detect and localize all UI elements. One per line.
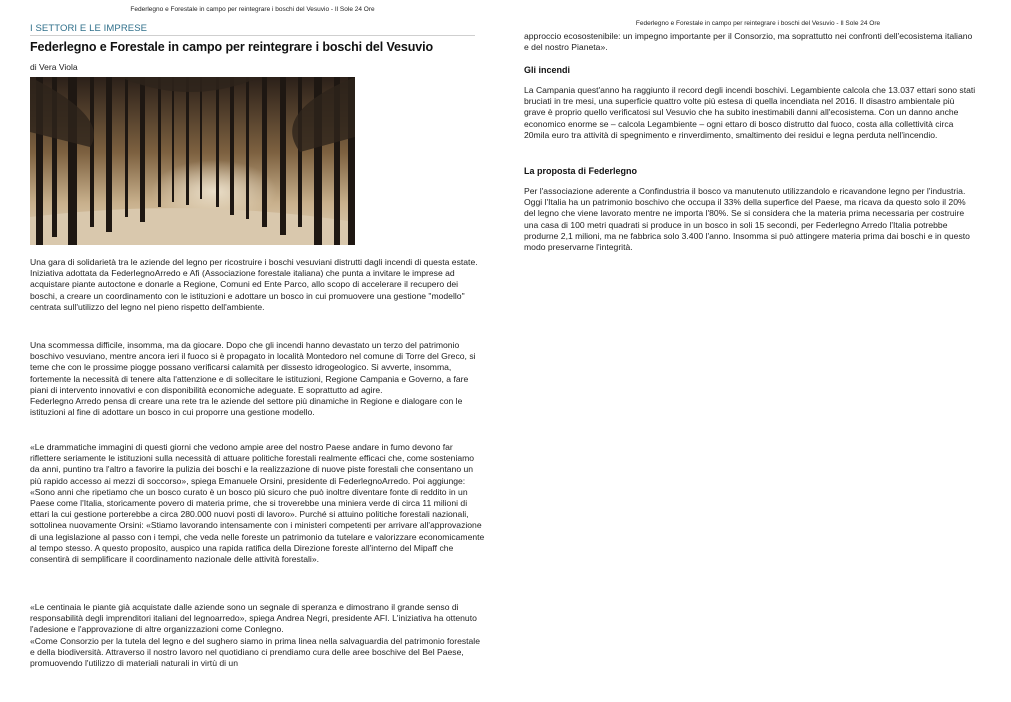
paragraph-3: «Le drammatiche immagini di questi giorni che vedono ampie aree del nostro Paese andare in fumo devono far riflettere seriamente le istituzioni sulla necessità di attuare politiche forestali realmente efficaci che, come sosteniamo da anni, puntino tra l'altro a favorire la pulizia dei boschi e la realizzazione di nuove piste forestali che consentano un più rapido accesso ai mezzi di soccorso», spiega Emanuele Orsini, presidente di FederlegnoArredo. Poi aggiunge: «Sono anni che ripetiamo che un bosco curato è un bosco più sicuro che può inoltre diventare fonte di reddito in un Paese come l'Italia, storicamente povero di materia prime, che si troverebbe una miniera verde di circa 11 milioni di ettari la cui gestione porterebbe a circa 280.000 nuovi posti di lavoro». Purché si attuino politiche forestali nazionali, sottolinea nuovamente Orsini: «Stiamo lavorando intensamente con i ministeri competenti per arrivare all'approvazione di una legislazione al passo con i tempi, che veda nelle foreste un patrimonio da tutelare e valorizzare economicamente al tempo stesso. A questo proposito, auspico una rapida ratifica della Direzione foreste all'interno del Mipaff che consentirà di semplificare il coordinamento nazionale delle attività forestali».	[30, 442, 485, 565]
divider	[30, 35, 475, 36]
subhead-incendi: Gli incendi	[524, 65, 571, 75]
paragraph-1: Una gara di solidarietà tra le aziende del legno per ricostruire i boschi vesuviani distrutti dagli incendi di questa estate. Iniziativa adottata da FederlegnoArredo e Afi (Associazione forestale italiana) che punta a invitare le imprese ad acquistare piante autoctone e donarle a Regione, Comuni ed Ente Parco, allo scopo di accelerare il recupero dei boschi, a creare un coordinamento con le istituzioni e adottare un bosco in cui promuovere una gestione "modello" centrata sull'utilizzo del legno nel pieno rispetto dell'ambiente.	[30, 257, 478, 312]
paragraph-proposta: Per l'associazione aderente a Confindustria il bosco va manutenuto utilizzandolo e ricavandone legno per l'industria. Oggi l'Italia ha un patrimonio boschivo che occupa il 33% della superfice del Paese, ma ricava da questo solo il 20% del legno che viene lavorato mentre ne importa l'80%. Se si considera che la materia prima necessaria per costruire una casa di 100 metri quadrati si produce in un bosco in soli 15 secondi, per Federlegno Arredo l'Italia potrebbe produrne 2,1 milioni, ma ne fabbrica solo 3.400 l'anno. Insomma si può attingere materia prima dai boschi e in questo modo preservarne l'integrità.	[524, 186, 970, 253]
paragraph-incendi: La Campania quest'anno ha raggiunto il record degli incendi boschivi. Legambiente calcola che 13.037 ettari sono stati bruciati in tre mesi, una superficie quattro volte più estesa di quella incendiata nel 2016. Il disastro ambientale più grave è proprio quello verificatosi sul Vesuvio che ha subito inestimabili danni all'ecosistema. Con un danno anche economico enorme se – calcola Legambiente – ogni ettaro di bosco distrutto dal fuoco, costa alla collettività circa 20mila euro tra attività di spegnimento e rinverdimento, smaltimento dei residui e legna perduta nell'incendio.	[524, 85, 976, 140]
running-head: Federlegno e Forestale in campo per reintegrare i boschi del Vesuvio - Il Sole 24 Ore	[130, 6, 375, 13]
paragraph-4: «Le centinaia le piante già acquistate dalle aziende sono un segnale di speranza e dimostrano il grande senso di responsabilità degli imprenditori italiani del legnoarredo», spiega Andrea Negri, presidente AFI. L'iniziativa ha ottenuto l'adesione e l'approvazione di altre organizzazioni come Conlegno. «Come Consorzio per la tutela del legno e del sughero siamo in prima linea nella salvaguardia del patrimonio forestale e della biodiversità. Attraverso il nostro lavoro nel quotidiano ci prendiamo cura delle aree boschive del Bel Paese, promuovendo l'utilizzo di materiali naturali in virtù di un	[30, 602, 480, 669]
paragraph-continued: approccio ecosostenibile: un impegno importante per il Consorzio, ma soprattutto nei confronti dell'ecosistema italiano e del nostro Pianeta».	[524, 31, 973, 53]
running-head-right: Federlegno e Forestale in campo per reintegrare i boschi del Vesuvio - Il Sole 24 Ore	[635, 20, 881, 27]
section-label[interactable]: I SETTORI E LE IMPRESE	[30, 23, 148, 34]
page-right	[505, 0, 1011, 702]
paragraph-2: Una scommessa difficile, insomma, ma da giocare. Dopo che gli incendi hanno devastato un terzo del patrimonio boschivo vesuviano, mentre ancora ieri il fuoco si è propagato in località Montedoro nel comune di Torre del Greco, si teme che con le prossime piogge possano verificarsi calamità per dissesto idrogeologico. Si avverte, insomma, fortemente la necessità di tenere alta l'attenzione e di sollecitare le istituzioni, Regione Campania e Governo, a fare piani di intervento innovativi e con disponibilità economiche adeguate. E soprattutto ad agire. Federlegno Arredo pensa di creare una rete tra le aziende del settore più dinamiche in Regione e dialogare con le istituzioni al fine di adottare un bosco in cui proporre una gestione modello.	[30, 340, 476, 418]
byline: di Vera Viola	[30, 62, 78, 72]
page-left	[0, 0, 505, 702]
subhead-proposta: La proposta di Federlegno	[524, 166, 638, 176]
forest-photo	[30, 77, 355, 245]
article-headline: Federlegno e Forestale in campo per reintegrare i boschi del Vesuvio	[30, 40, 434, 54]
